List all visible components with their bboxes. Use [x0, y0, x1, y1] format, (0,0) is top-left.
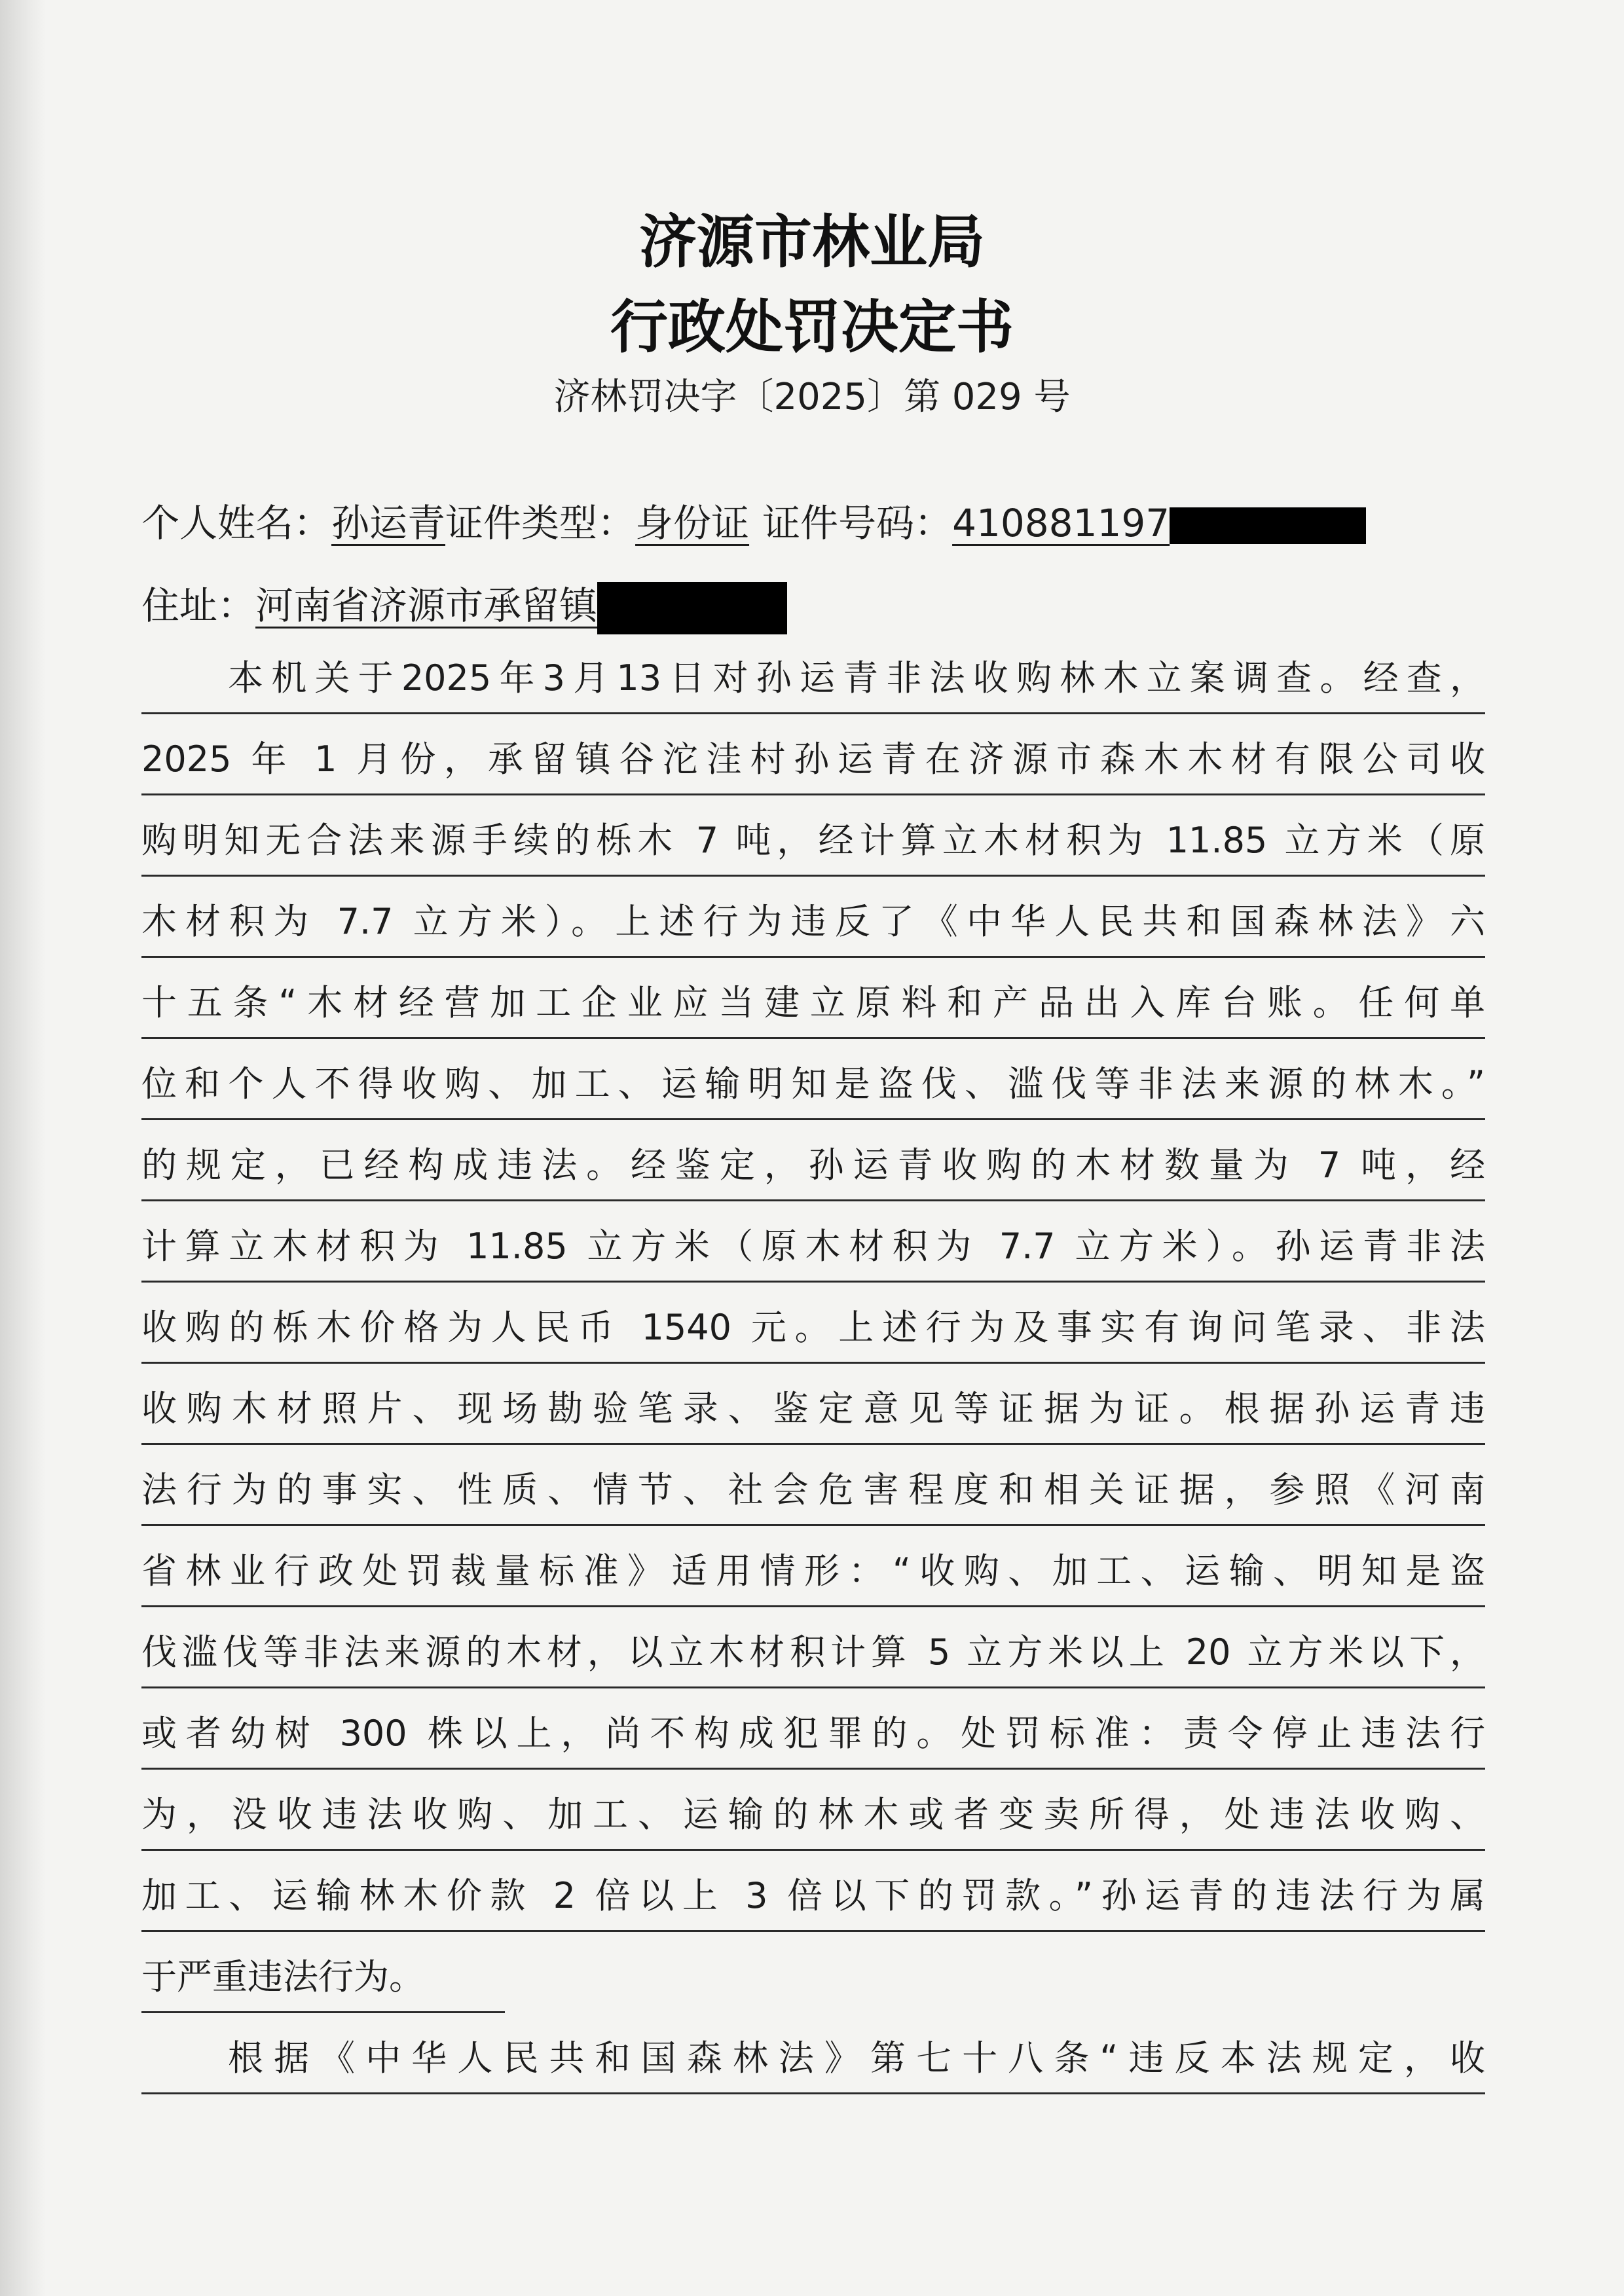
body-line: 为，没收违法收购、加工、运输的林木或者变卖所得，处违法收购、 — [141, 1791, 1485, 1851]
document-number: 济林罚决字〔2025〕第 029 号 — [553, 376, 1071, 418]
party-id-row — [141, 492, 1366, 547]
id-number-label: 证件号码： — [762, 501, 953, 545]
body-line: 购明知无合法来源手续的栎木 7 吨，经计算立木材积为 11.85 立方米（原 — [141, 817, 1485, 877]
body-line: 加工、运输林木价款 2 倍以上 3 倍以下的罚款。”孙运青的违法行为属 — [141, 1872, 1485, 1932]
body-line: 木材积为 7.7 立方米）。上述行为违反了《中华人民共和国森林法》六 — [141, 898, 1485, 958]
redaction-block — [597, 582, 787, 634]
address-label: 住址： — [141, 583, 256, 628]
party-name: 孙运青 — [331, 501, 446, 545]
id-type-label: 证件类型： — [445, 501, 636, 545]
issuer-title: 济源市林业局 — [638, 208, 985, 276]
id-number-value: 410881197 — [952, 501, 1170, 545]
body-line: 的规定，已经构成违法。经鉴定，孙运青收购的木材数量为 7 吨，经 — [141, 1142, 1485, 1201]
body-line: 省林业行政处罚裁量标准》适用情形：“收购、加工、运输、明知是盗 — [141, 1548, 1485, 1607]
body-line: 计算立木材积为 11.85 立方米（原木材积为 7.7 立方米）。孙运青非法 — [141, 1223, 1485, 1283]
body-line: 十五条“木材经营加工企业应当建立原料和产品出入库台账。任何单 — [141, 979, 1485, 1039]
body-line: 本机关于2025年3月13日对孙运青非法收购林木立案调查。经查， — [141, 655, 1485, 714]
id-type-value: 身份证 — [635, 501, 750, 545]
document-title: 行政处罚决定书 — [610, 293, 1014, 361]
name-label: 个人姓名： — [141, 501, 332, 545]
body-line: 2025 年 1 月份，承留镇谷沱洼村孙运青在济源市森木木材有限公司收 — [141, 736, 1485, 795]
redaction-block — [1170, 507, 1366, 544]
body-line: 收购木材照片、现场勘验笔录、鉴定意见等证据为证。根据孙运青违 — [141, 1385, 1485, 1445]
body-line: 根据《中华人民共和国森林法》第七十八条“违反本法规定，收 — [141, 2035, 1485, 2094]
body-line: 于严重违法行为。 — [141, 1954, 505, 2013]
address-value: 河南省济源市承留镇 — [255, 583, 598, 628]
party-address-row — [141, 575, 787, 634]
body-line: 收购的栎木价格为人民币 1540 元。上述行为及事实有询问笔录、非法 — [141, 1304, 1485, 1364]
body-line: 伐滥伐等非法来源的木材，以立木材积计算 5 立方米以上 20 立方米以下， — [141, 1629, 1485, 1688]
body-line: 位和个人不得收购、加工、运输明知是盗伐、滥伐等非法来源的林木。” — [141, 1061, 1485, 1120]
body-line: 或者幼树 300 株以上，尚不构成犯罪的。处罚标准：责令停止违法行 — [141, 1710, 1485, 1770]
body-line: 法行为的事实、性质、情节、社会危害程度和相关证据，参照《河南 — [141, 1467, 1485, 1526]
